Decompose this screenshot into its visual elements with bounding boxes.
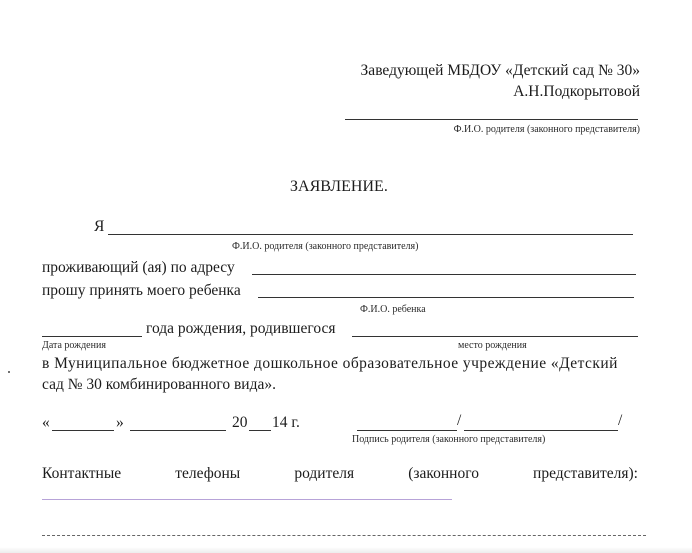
- date-close-quote: »: [116, 414, 124, 431]
- contacts-word-2: телефоны: [175, 465, 241, 482]
- institution-line-2: сад № 30 комбинированного вида».: [42, 376, 276, 393]
- slash-2: /: [618, 412, 623, 429]
- date-year-field[interactable]: [249, 430, 271, 431]
- i-label: Я: [94, 218, 105, 235]
- applicant-name-field[interactable]: [108, 234, 633, 235]
- parent-name-field[interactable]: [345, 119, 638, 120]
- institution-line-1: [42, 355, 639, 373]
- child-name-field[interactable]: [258, 297, 634, 298]
- addressee-line-2: А.Н.Подкорытовой: [513, 83, 640, 100]
- date-open-quote: «: [42, 414, 50, 431]
- contacts-line: [42, 465, 638, 483]
- year-suffix: 14 г.: [272, 414, 300, 431]
- contacts-word-5: представителя):: [533, 465, 638, 482]
- contacts-word-1: Контактные: [42, 465, 122, 482]
- birth-date-caption: Дата рождения: [42, 340, 106, 351]
- applicant-name-caption: Ф.И.О. родителя (законного представителя): [232, 241, 419, 252]
- contacts-field-1[interactable]: [42, 499, 452, 500]
- date-day-field[interactable]: [52, 430, 114, 431]
- birth-place-caption: место рождения: [458, 340, 527, 351]
- birth-date-field[interactable]: [42, 336, 142, 337]
- contacts-field-2[interactable]: [42, 535, 646, 536]
- signature-decoding-field[interactable]: [464, 430, 618, 431]
- signature-field[interactable]: [357, 430, 457, 431]
- signature-caption: Подпись родителя (законного представителя): [352, 434, 546, 445]
- document-title: ЗАЯВЛЕНИЕ.: [290, 178, 388, 195]
- contacts-word-4: (законного: [408, 465, 479, 482]
- date-month-field[interactable]: [130, 430, 226, 431]
- addressee-line-1: Заведующей МБДОУ «Детский сад № 30»: [360, 62, 640, 79]
- residing-label: проживающий (ая) по адресу: [42, 259, 235, 276]
- contacts-word-3: родителя: [294, 465, 355, 482]
- ask-label: прошу принять моего ребенка: [42, 282, 241, 299]
- birth-year-label: года рождения, родившегося: [146, 320, 336, 337]
- scan-speck: [8, 371, 10, 373]
- address-field[interactable]: [252, 274, 636, 275]
- scan-edge: [0, 547, 692, 553]
- parent-name-caption: Ф.И.О. родителя (законного представителя): [453, 124, 640, 135]
- institution-text-1: в Муниципальное бюджетное дошкольное образовательное учреждение «Детский: [42, 355, 618, 372]
- birth-place-field[interactable]: [352, 336, 638, 337]
- year-prefix: 20: [232, 414, 248, 431]
- child-name-caption: Ф.И.О. ребенка: [360, 304, 426, 315]
- slash-1: /: [457, 412, 462, 429]
